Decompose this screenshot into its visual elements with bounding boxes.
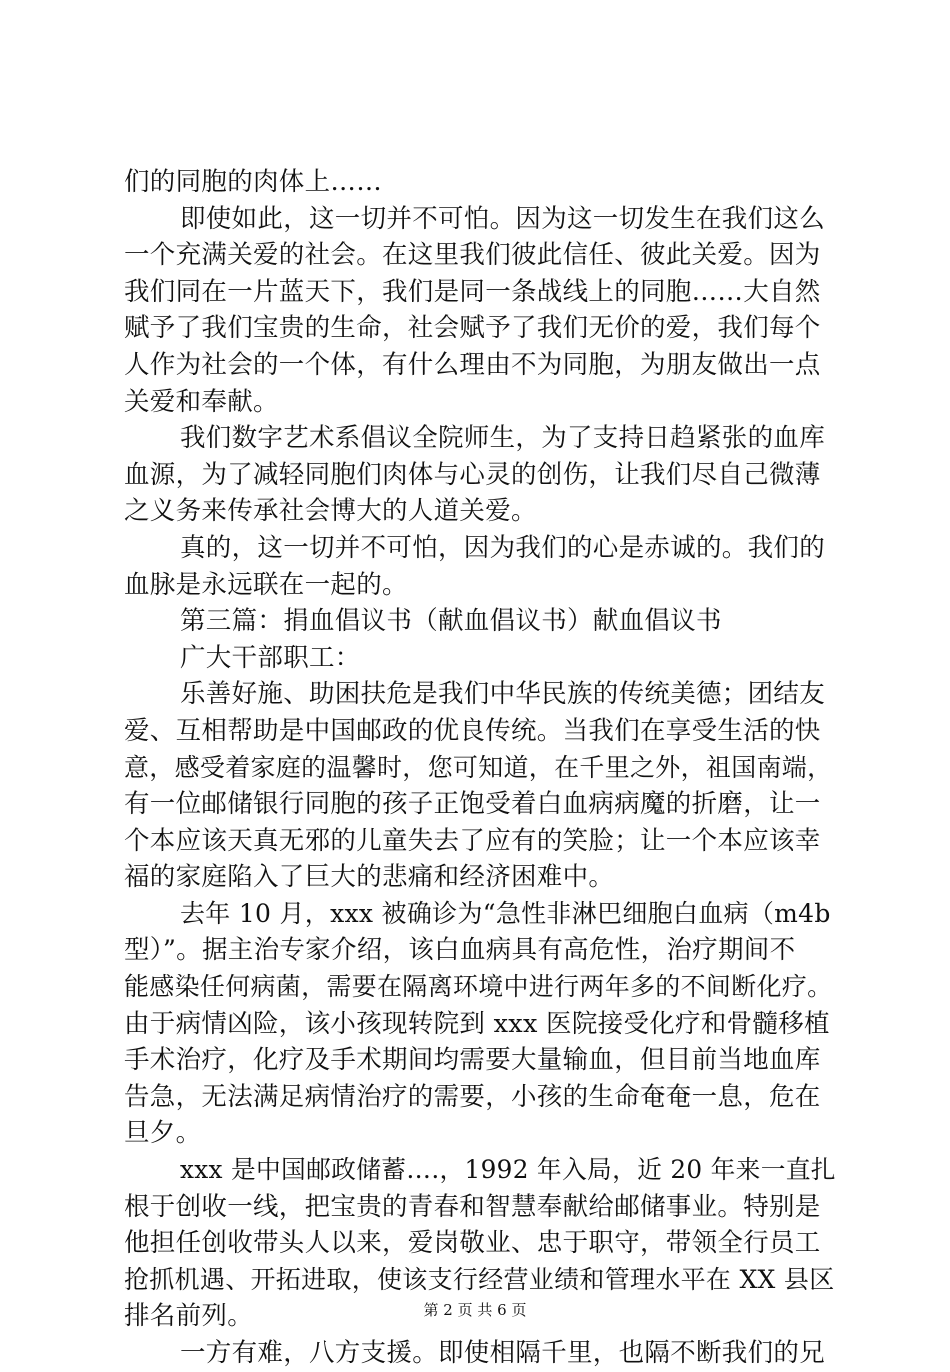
text-line: 人作为社会的一个体，有什么理由不为同胞，为朋友做出一点 <box>124 349 821 380</box>
text-line: 我们同在一片蓝天下，我们是同一条战线上的同胞……大自然 <box>124 276 821 307</box>
text-line: 们的同胞的肉体上…… <box>124 167 383 197</box>
document-body <box>124 164 836 1372</box>
text-line: 血源，为了减轻同胞们肉体与心灵的创伤，让我们尽自己微薄 <box>124 459 821 490</box>
text-line: 根于创收一线，把宝贵的青春和智慧奉献给邮储事业。特别是 <box>124 1191 821 1222</box>
text-line: 赋予了我们宝贵的生命，社会赋予了我们无价的爱，我们每个 <box>124 313 821 344</box>
text-line: 个本应该天真无邪的儿童失去了应有的笑脸；让一个本应该幸 <box>124 825 821 856</box>
text-line: 抢抓机遇、开拓进取，使该支行经营业绩和管理水平在 XX 县区 <box>124 1264 835 1294</box>
text-line: 旦夕。 <box>124 1118 202 1149</box>
text-line: xxx 是中国邮政储蓄….，1992 年入局，近 20 年来一直扎 <box>180 1155 836 1185</box>
text-line: 爱、互相帮助是中国邮政的优良传统。当我们在享受生活的快 <box>124 715 821 746</box>
text-line: 广大干部职工： <box>180 642 361 673</box>
text-line: 排名前列。 <box>124 1301 254 1332</box>
text-line: 福的家庭陷入了巨大的悲痛和经济困难中。 <box>124 862 615 893</box>
text-line: 乐善好施、助困扶危是我们中华民族的传统美德；团结友 <box>180 679 826 710</box>
text-line: 他担任创收带头人以来，爱岗敬业、忠于职守，带领全行员工 <box>124 1228 821 1259</box>
text-line: 一个充满关爱的社会。在这里我们彼此信任、彼此关爱。因为 <box>124 240 821 271</box>
text-line: 型）”。据主治专家介绍，该白血病具有高危性，治疗期间不 <box>124 935 796 966</box>
text-line: 即使如此，这一切并不可怕。因为这一切发生在我们这么 <box>180 203 826 234</box>
text-line: 一方有难，八方支援。即使相隔千里，也隔不断我们的兄 <box>180 1338 826 1368</box>
text-line: 关爱和奉献。 <box>124 386 279 417</box>
text-line: 告急，无法满足病情治疗的需要，小孩的生命奄奄一息，危在 <box>124 1081 821 1112</box>
text-line: 血脉是永远联在一起的。 <box>124 569 408 600</box>
text-line: 第三篇：捐血倡议书（献血倡议书）献血倡议书 <box>180 606 722 637</box>
text-line: 我们数字艺术系倡议全院师生，为了支持日趋紧张的血库 <box>180 423 826 454</box>
text-line: 有一位邮储银行同胞的孩子正饱受着白血病病魔的折磨，让一 <box>124 789 821 820</box>
text-line: 去年 10 月，xxx 被确诊为“急性非淋巴细胞白血病（m4b <box>180 898 831 928</box>
text-line: 由于病情凶险，该小孩现转院到 xxx 医院接受化疗和骨髓移植 <box>124 1008 830 1039</box>
page-footer: 第 2 页 共 6 页 <box>423 1301 527 1319</box>
text-line: 之义务来传承社会博大的人道关爱。 <box>124 496 537 527</box>
text-line: 意，感受着家庭的温馨时，您可知道，在千里之外，祖国南端， <box>124 752 833 782</box>
text-line: 能感染任何病菌，需要在隔离环境中进行两年多的不间断化疗。 <box>124 972 833 1002</box>
text-line: 手术治疗，化疗及手术期间均需要大量输血，但目前当地血库 <box>124 1045 821 1076</box>
text-line: 真的，这一切并不可怕，因为我们的心是赤诚的。我们的 <box>180 532 826 563</box>
